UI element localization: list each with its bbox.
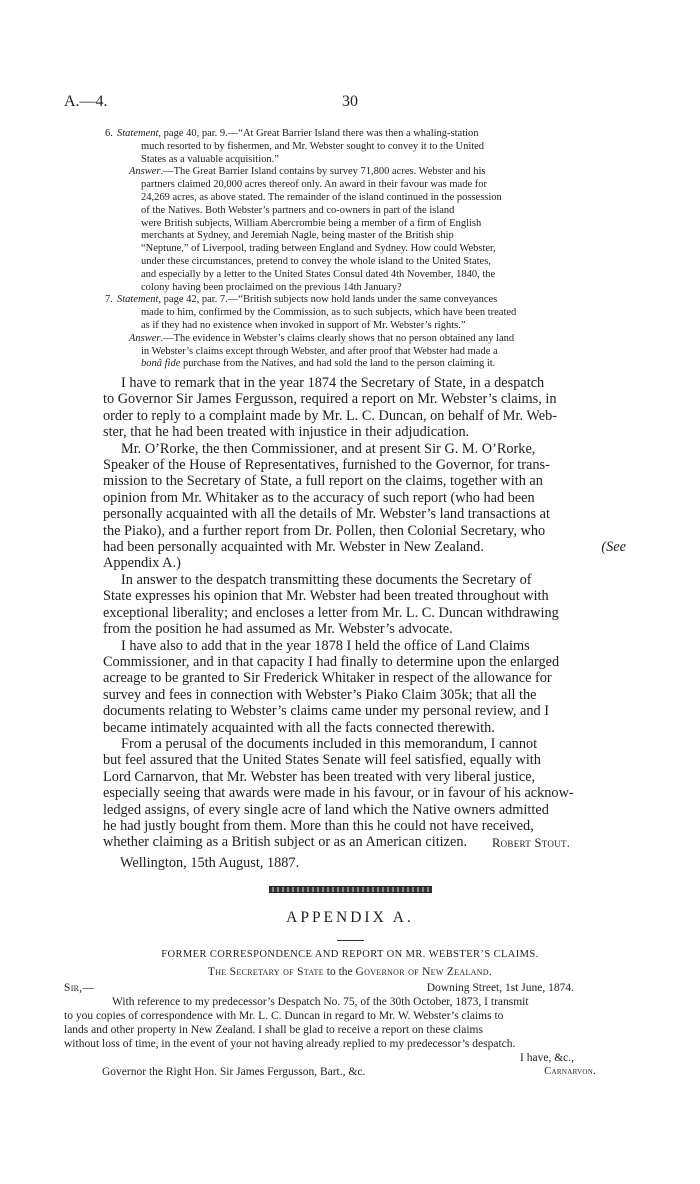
answer-label: Answer [129, 166, 161, 178]
memorandum-body [103, 375, 626, 851]
numbered-items [105, 128, 626, 371]
item-7 [105, 294, 626, 371]
item-number: 6. [105, 128, 113, 139]
signature: Robert Stout. [492, 836, 571, 850]
paragraph-2: Mr. O’Rorke, the then Commissioner, and at present Sir G. M. O’Rorke, Speaker of the House of Representatives, furnished to the Governor, for trans- mission to the Secretary of State, a full report on the claims, together with an opinion from Mr. Whitaker as to the accuracy of such report (who had been personally acquainted with all the details of Mr. Webster’s land transactions at the Piako), and a further report from Dr. Pollen, then Colonial Secretary, who had been personally acquainted with Mr. Webster in New Zealand. (See Appendix A.) [103, 440, 626, 572]
statement-ref: , page 40, par. 9.—“At Great Barrier Island there was then a whaling-station [158, 128, 479, 139]
addressee: Governor the Right Hon. Sir James Fergusson, Bart., &c. [102, 1066, 366, 1078]
statement-continuation: much resorted to by fishermen, and Mr. Webster sought to convey it to the United States as a valuable acquisition.” [141, 140, 485, 165]
item-6 [105, 128, 626, 294]
letter-body: With reference to my predecessor’s Despatch No. 75, of the 30th October, 1873, I transmit to you copies of correspondence with Mr. L. C. Duncan in regard to Mr. W. Webster’s claims to lands and other property in New Zealand. I shall be glad to receive a report on these claims without loss of time, in the event of your not having already replied to my predecessor’s despatch. [64, 996, 529, 1050]
short-rule [337, 940, 364, 941]
paragraph-3: In answer to the despatch transmitting these documents the Secretary of State expresses his opinion that Mr. Webster had been treated throughout with exceptional liberality; and encloses a letter from Mr. L. C. Duncan withdrawing from the position he had assumed as Mr. Webster’s advocate. [103, 571, 559, 638]
answer-block: Answer.—The Great Barrier Island contains by survey 71,800 acres. Webster and his partners claimed 20,000 acres thereof only. An award in their favour was made for 24,269 acres, as above stated. The remainder of the island continued in the possession of the Natives. Both Webster’s partners and co-owners in part of the island were British subjects, William Abercrombie being a member of a firm of English merchants at Sydney, and Jeremiah Nagle, being master of the British ship “Neptune,” of Liverpool, trading between England and Sydney. How could Webster, under these circumstances, pretend to convey the whole island to the United States, and especially by a letter to the United States Consul dated 4th November, 1840, the colony having been proclaimed on the previous 14th January? [129, 166, 502, 293]
dateline: Downing Street, 1st June, 1874. [426, 982, 574, 994]
statement-label: Statement [117, 294, 159, 306]
place-date: Wellington, 15th August, 1887. [120, 855, 300, 871]
running-header-left: A.—4. [64, 93, 108, 110]
appendix-letter [64, 981, 626, 1079]
paragraph-5: From a perusal of the documents included in this memorandum, I cannot but feel assured that the United States Senate will feel satisfied, equally with Lord Carnarvon, that Mr. Webster has been treated with very liberal justice, especially seeing that awards were made in his favour, or in favour of his acknow- ledged assigns, of every single acre of land which the Native owners admitted he had justly bought from them. More than this he could not have received, whether claiming as a British subject or as an American citizen. [103, 735, 574, 851]
paragraph-4: I have also to add that in the year 1878 I held the office of Land Claims Commissioner, and in that capacity I had finally to determine upon the enlarged acreage to be granted to Sir Frederick Whitaker in respect of the allowance for survey and fees in connection with Webster’s Piako Claim 305k; that all the documents relating to Webster’s claims came under my personal review, and I became intimately acquainted with all the facts connected therewith. [103, 637, 560, 736]
appendix-title: APPENDIX A. [286, 909, 414, 926]
statement-continuation: made to him, confirmed by the Commission, as to such subjects, which have been treated as if they had no existence when invoked in support of Mr. Webster’s rights.” [141, 307, 517, 331]
salutation: Sir,— [64, 982, 95, 994]
item-number: 7. [105, 294, 113, 306]
sign-off: Carnarvon. [544, 1066, 596, 1077]
letter-heading: The Secretary of State to the Governor of New Zealand. [207, 966, 493, 978]
page-number: 30 [342, 93, 358, 110]
ornamental-divider [269, 886, 432, 893]
answer-block: Answer.—The evidence in Webster’s claims clearly shows that no person obtained any land in Webster’s claims except through Webster, and after proof that Webster had made a bonâ fide purchase from the Natives, and had sold the land to the person claiming it. [129, 332, 515, 370]
answer-label: Answer [129, 332, 161, 344]
statement-ref: , page 42, par. 7.—“British subjects now hold lands under the same conveyances [158, 294, 498, 306]
closing: I have, &c., [520, 1052, 574, 1064]
paragraph-1: I have to remark that in the year 1874 the Secretary of State, in a despatch to Governor Sir James Fergusson, required a report on Mr. Webster’s claims, in order to reply to a complaint made by Mr. L. C. Duncan, on behalf of Mr. Web- ster, that he had been treated with injustice in their adjudication. [103, 375, 557, 441]
statement-label: Statement [117, 128, 159, 139]
appendix-subtitle: FORMER CORRESPONDENCE AND REPORT ON MR. WEBSTER’S CLAIMS. [161, 949, 539, 960]
